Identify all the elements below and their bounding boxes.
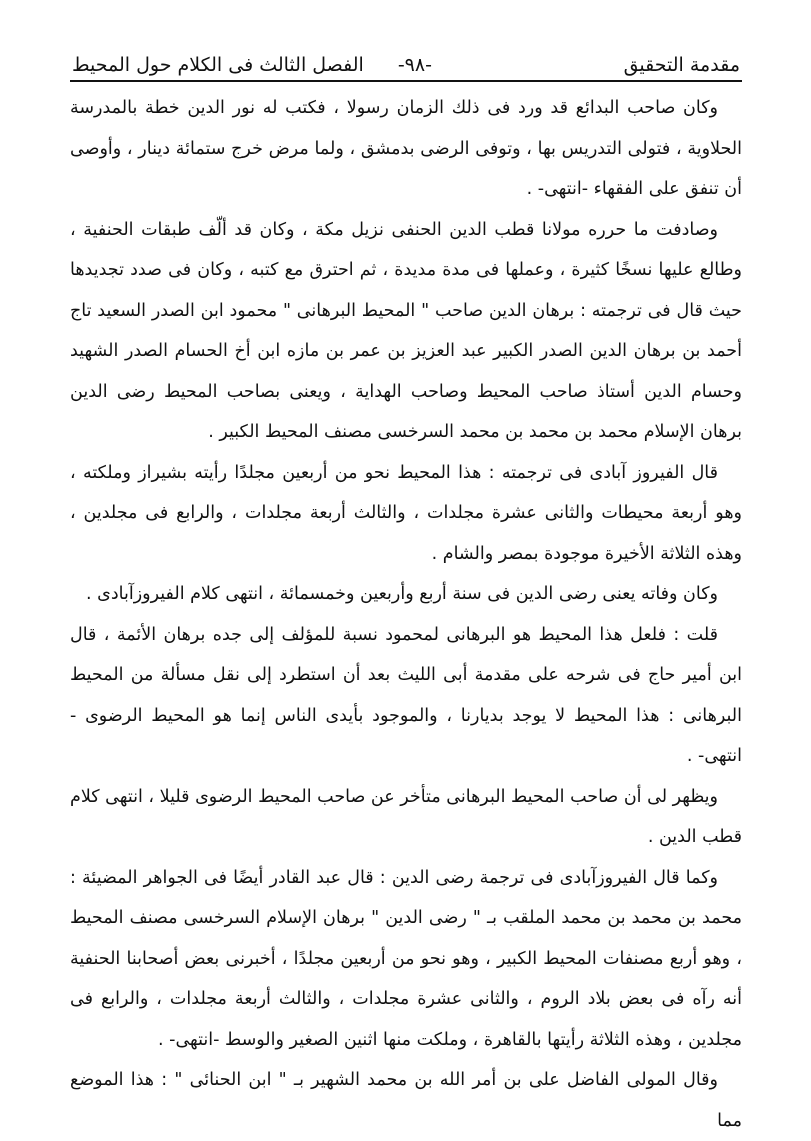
book-page	[70, 50, 742, 1141]
page-number: -٩٨-	[397, 54, 432, 76]
paragraph: قال الفيروز آبادى فى ترجمته : هذا المحيط نحو من أربعين مجلدًا رأيته بشيراز وملكته ، وهو أربعة محيطات والثانى عشرة مجلدات ، والثالث أربعة مجلدات ، والرابع فى مجلدين ، وهذه الثلاثة الأخيرة موجودة بمصر والشام .	[70, 462, 742, 564]
header-left-group	[72, 52, 432, 78]
paragraph: وصادفت ما حرره مولانا قطب الدين الحنفى نزيل مكة ، وكان قد ألّف طبقات الحنفية ، وطالع عليها نسخًا كثيرة ، وعملها فى مدة مديدة ، ثم احترق مع كتبه ، وكان فى صدد تجديدها حيث قال فى ترجمته : برهان الدين صاحب " المحيط البرهانى " محمود ابن الصدر السعيد تاج أحمد بن برهان الدين الصدر الكبير عبد العزيز بن عمر بن مازه ابن أخ الحسام الصدر الشهيد وحسام الدين أستاذ صاحب المحيط وصاحب الهداية ، ويعنى بصاحب المحيط رضى الدين برهان الإسلام محمد بن محمد بن محمد السرخسى مصنف المحيط الكبير .	[70, 219, 742, 442]
paragraph: وكما قال الفيروزآبادى فى ترجمة رضى الدين : قال عبد القادر أيضًا فى الجواهر المضيئة : محمد بن محمد بن محمد الملقب بـ " رضى الدين " برهان الإسلام السرخسى مصنف المحيط ، وهو أربع مصنفات المحيط الكبير ، وهو نحو من أربعين مجلدًا ، أخبرنى بعض أصحابنا الحنفية أنه رآه فى بعض بلاد الروم ، والثانى عشرة مجلدات ، والثالث أربعة مجلدات ، والرابع فى مجلدين ، وهذه الثلاثة رأيتها بالقاهرة ، وملكت منها اثنين الصغير والوسط -انتهى- .	[70, 867, 742, 1050]
paragraph: ويظهر لى أن صاحب المحيط البرهانى متأخر عن صاحب المحيط الرضوى قليلا ، انتهى كلام قطب الدين .	[70, 786, 742, 847]
header-chapter-title: الفصل الثالث فى الكلام حول المحيط	[72, 54, 364, 76]
running-header	[70, 50, 742, 78]
header-rule	[70, 80, 742, 82]
header-section-title: مقدمة التحقيق	[623, 54, 740, 76]
body-text	[70, 88, 742, 1141]
paragraph: وقال المولى الفاضل على بن أمر الله بن محمد الشهير بـ " ابن الحنائى " : هذا الموضع مما	[70, 1070, 742, 1131]
paragraph: وكان وفاته يعنى رضى الدين فى سنة أربع وأربعين وخمسمائة ، انتهى كلام الفيروزآبادى .	[86, 584, 718, 604]
paragraph: قلت : فلعل هذا المحيط هو البرهانى لمحمود نسبة للمؤلف إلى جده برهان الأئمة ، قال ابن أمير حاج فى شرحه على مقدمة أبى الليث بعد أن استطرد إلى نقل مسألة من المحيط البرهانى : هذا المحيط لا يوجد بديارنا ، والموجود بأيدى الناس إنما هو المحيط الرضوى - انتهى- .	[70, 624, 742, 766]
paragraph: وكان صاحب البدائع قد ورد فى ذلك الزمان رسولا ، فكتب له نور الدين خطة بالمدرسة الحلاوية ، فتولى التدريس بها ، وتوفى الرضى بدمشق ، ولما مرض خرج ستمائة دينار ، وأوصى أن تنفق على الفقهاء -انتهى- .	[70, 98, 742, 199]
